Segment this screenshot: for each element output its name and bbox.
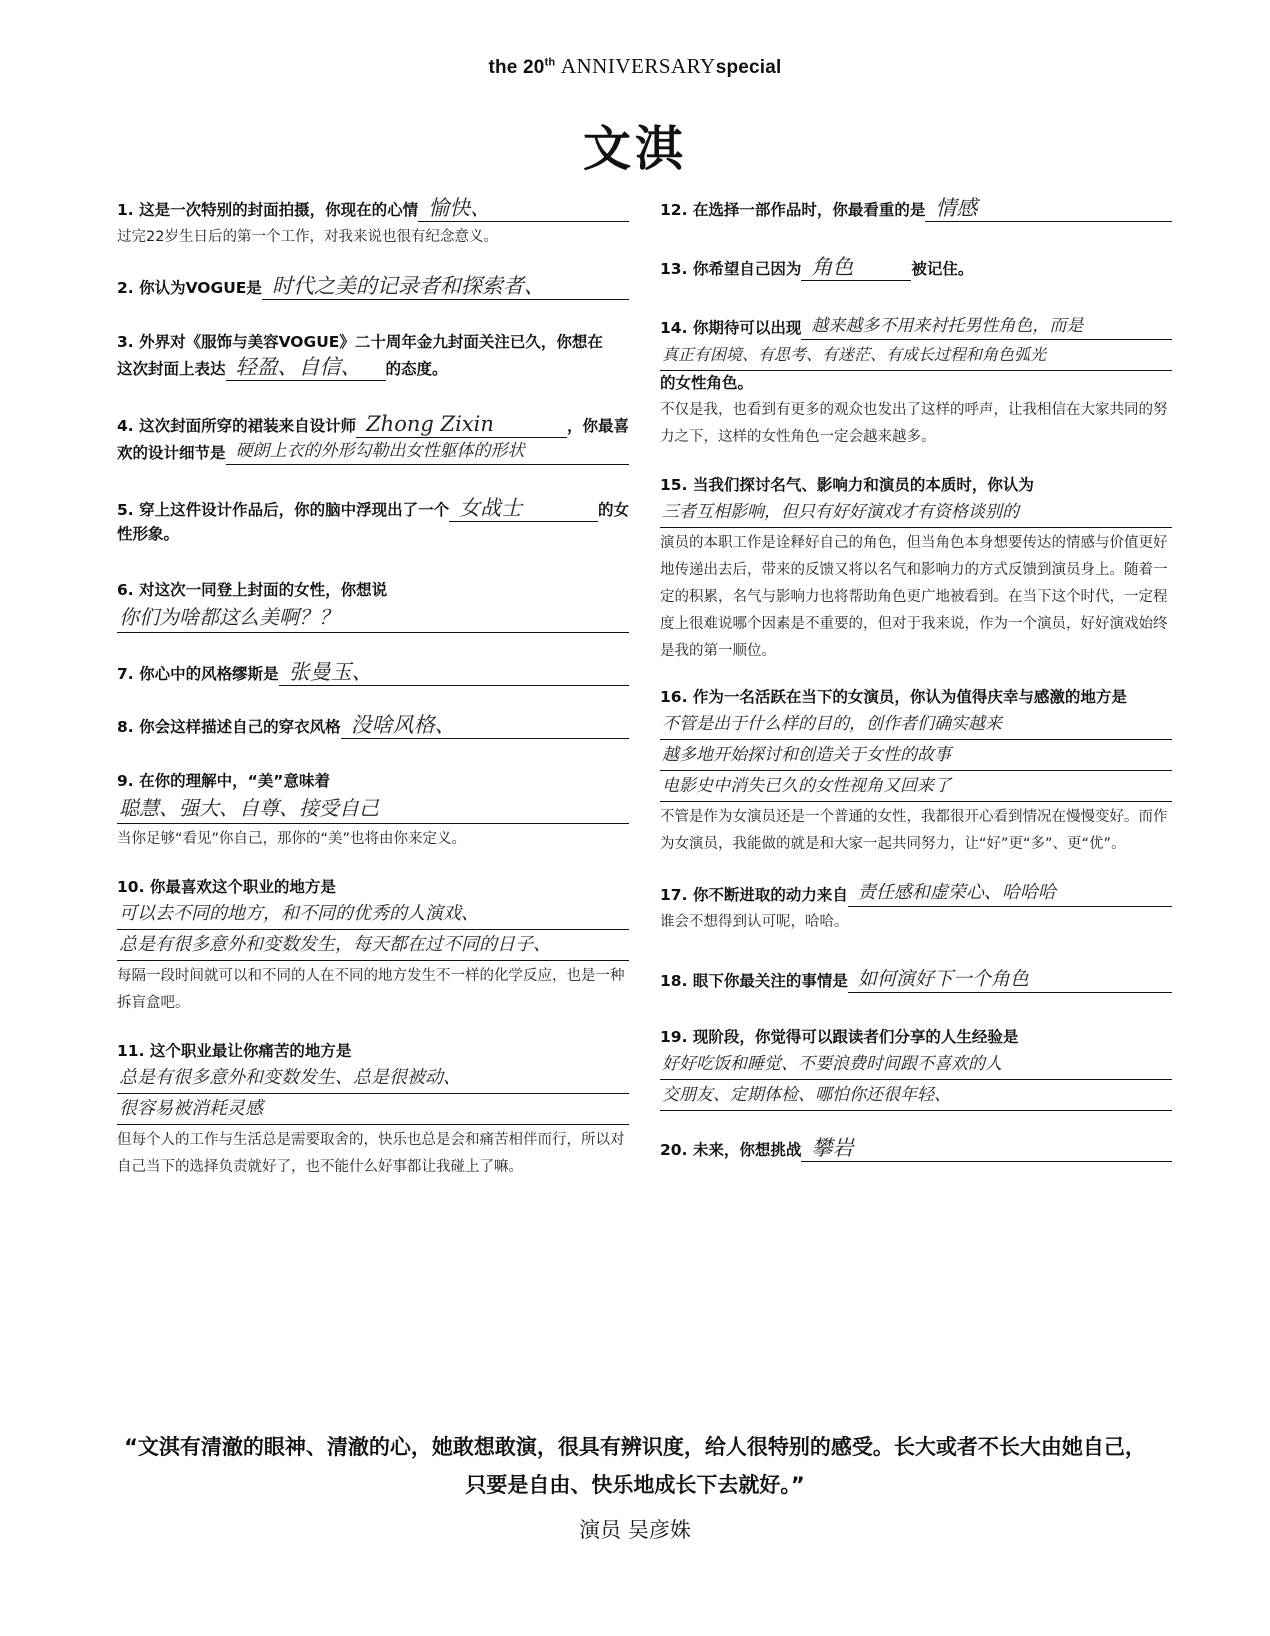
question-label: 1. 这是一次特别的封面拍摄，你现在的心情 (117, 201, 419, 219)
answer-note: 不仅是我，也看到有更多的观众也发出了这样的呼声，让我相信在大家共同的努力之下，这样的女性角色一定会越来越多。 (660, 402, 1168, 445)
left-column (117, 195, 629, 1181)
handwritten-answer: 如何演好下一个角色 (848, 966, 1172, 993)
handwritten-answer: 时代之美的记录者和探索者、 (262, 273, 629, 300)
handwritten-answer-2: 硬朗上衣的外形勾勒出女性躯体的形状 (226, 438, 629, 465)
handwritten-answer: Zhong Zixin (356, 411, 567, 438)
question-label: 12. 在选择一部作品时，你最看重的是 (660, 201, 926, 219)
pull-quote (0, 1428, 1270, 1504)
question-16 (660, 685, 1172, 858)
answer-note: 当你足够“看见”你自己，那你的“美”也将由你来定义。 (117, 831, 467, 847)
question-label: 10. 你最喜欢这个职业的地方是 (117, 878, 336, 896)
question-label-cont: 这次封面上表达 (117, 360, 226, 378)
handwritten-answer: 没啥风格、 (341, 712, 629, 739)
handwritten-answer-3: 电影史中消失已久的女性视角又回来了 (660, 771, 1172, 802)
question-3 (117, 330, 629, 381)
answer-note: 但每个人的工作与生活总是需要取舍的，快乐也总是会和痛苦相伴而行，所以对自己当下的选择负责就好了，也不能什么好事都让我碰上了嘛。 (117, 1132, 625, 1175)
question-label: 5. 穿上这件设计作品后，你的脑中浮现出了一个 (117, 501, 450, 519)
question-label: 20. 未来，你想挑战 (660, 1141, 802, 1159)
answer-note: 不管是作为女演员还是一个普通的女性，我都很开心看到情况在慢慢变好。而作为女演员，我能做的就是和大家一起共同努力，让“好”更“多”、更“优”。 (660, 809, 1168, 852)
question-label: 14. 你期待可以出现 (660, 319, 802, 337)
question-label: 7. 你心中的风格缪斯是 (117, 665, 279, 683)
handwritten-answer-2: 真正有困境、有思考、有迷茫、有成长过程和角色弧光 (660, 340, 1172, 371)
question-4 (117, 411, 629, 465)
answer-note: 演员的本职工作是诠释好自己的角色，但当角色本身想要传达的情感与价值更好地传递出去后，带来的反馈又将以名气和影响力的方式反馈到演员身上。随着一定的积累，名气与影响力也将帮助角色更广地被看到。在当下这个时代，一定程度上很难说哪个因素是不重要的，但对于我来说，作为一个演员，好好演戏始终是我的第一顺位。 (660, 535, 1168, 659)
question-8 (117, 712, 629, 739)
question-label: 19. 现阶段，你觉得可以跟读者们分享的人生经验是 (660, 1028, 1019, 1046)
handwritten-answer-2: 很容易被消耗灵感 (117, 1094, 629, 1125)
handwritten-answer-2: 交朋友、定期体检、哪怕你还很年轻、 (660, 1080, 1172, 1111)
magazine-header (0, 54, 1270, 79)
question-label: 8. 你会这样描述自己的穿衣风格 (117, 718, 341, 736)
question-label: 2. 你认为VOGUE是 (117, 279, 262, 297)
handwritten-answer: 角色 (801, 254, 911, 281)
question-2 (117, 273, 629, 300)
question-label: 18. 眼下你最关注的事情是 (660, 972, 848, 990)
quote-attribution: 演员 吴彦姝 (579, 1518, 691, 1542)
answer-note: 过完22岁生日后的第一个工作，对我来说也很有纪念意义。 (117, 229, 498, 245)
header-anniversary: ANNIVERSARY (560, 54, 716, 78)
handwritten-answer: 轻盈、自信、 (226, 354, 386, 381)
question-20 (660, 1135, 1172, 1162)
page-title: 文淇 (582, 121, 687, 177)
question-15 (660, 473, 1172, 665)
header-prefix: the 20 (488, 57, 545, 78)
handwritten-answer: 情感 (925, 195, 1172, 222)
question-19 (660, 1025, 1172, 1111)
question-1 (117, 195, 629, 251)
question-label-cont: 性形象。 (117, 525, 180, 543)
answer-note: 每隔一段时间就可以和不同的人在不同的地方发生不一样的化学反应，也是一种拆盲盒吧。 (117, 968, 625, 1011)
handwritten-answer-1: 好好吃饭和睡觉、不要浪费时间跟不喜欢的人 (660, 1049, 1172, 1080)
question-label-after: 的态度。 (385, 360, 448, 378)
handwritten-answer: 攀岩 (801, 1135, 1172, 1162)
handwritten-answer-1: 不管是出于什么样的目的，创作者们确实越来 (660, 709, 1172, 740)
question-12 (660, 195, 1172, 222)
question-14 (660, 313, 1172, 451)
handwritten-answer-1: 越来越多不用来衬托男性角色，而是 (801, 313, 1172, 340)
question-label: 16. 作为一名活跃在当下的女演员，你认为值得庆幸与感激的地方是 (660, 688, 1127, 706)
question-17 (660, 880, 1172, 936)
question-6 (117, 578, 629, 633)
question-label-after: ，你最喜 (566, 417, 629, 435)
question-label: 4. 这次封面所穿的裙装来自设计师 (117, 417, 357, 435)
handwritten-answer: 聪慧、强大、自尊、接受自己 (117, 793, 629, 824)
question-13 (660, 254, 1172, 281)
handwritten-answer-2: 总是有很多意外和变数发生，每天都在过不同的日子、 (117, 930, 629, 961)
question-label: 13. 你希望自己因为 (660, 260, 802, 278)
question-label-after: 的女 (597, 501, 629, 519)
question-11 (117, 1039, 629, 1181)
answer-note: 谁会不想得到认可呢，哈哈。 (660, 914, 849, 930)
handwritten-answer: 张曼玉、 (279, 659, 629, 686)
handwritten-answer: 你们为啥都这么美啊？？ (117, 602, 629, 633)
header-suffix: special (715, 57, 782, 78)
handwritten-answer: 女战士 (449, 495, 598, 522)
question-18 (660, 966, 1172, 993)
handwritten-answer-2: 越多地开始探讨和创造关于女性的故事 (660, 740, 1172, 771)
question-10 (117, 875, 629, 1017)
question-label-after: 被记住。 (911, 260, 974, 278)
right-column (660, 195, 1172, 1162)
header-sup: th (544, 56, 556, 69)
question-label: 3. 外界对《服饰与美容VOGUE》二十周年金九封面关注已久，你想在 (117, 333, 603, 351)
question-label: 9. 在你的理解中，“美”意味着 (117, 772, 330, 790)
quote-line-2: 只要是自由、快乐地成长下去就好。” (465, 1473, 805, 1497)
handwritten-answer-1: 可以去不同的地方，和不同的优秀的人演戏、 (117, 899, 629, 930)
question-label-cont: 欢的设计细节是 (117, 444, 226, 462)
question-label: 11. 这个职业最让你痛苦的地方是 (117, 1042, 352, 1060)
handwritten-answer: 三者互相影响，但只有好好演戏才有资格谈别的 (660, 497, 1172, 528)
handwritten-answer-1: 总是有很多意外和变数发生、总是很被动、 (117, 1063, 629, 1094)
question-label: 17. 你不断进取的动力来自 (660, 886, 848, 904)
question-label: 15. 当我们探讨名气、影响力和演员的本质时，你认为 (660, 476, 1034, 494)
handwritten-answer: 责任感和虚荣心、哈哈哈 (848, 880, 1172, 907)
question-label-after: 的女性角色。 (660, 374, 754, 392)
quote-line-1: “文淇有清澈的眼神、清澈的心，她敢想敢演，很具有辨识度，给人很特别的感受。长大或者不长大由她自己， (124, 1435, 1146, 1459)
question-7 (117, 659, 629, 686)
question-9 (117, 769, 629, 853)
question-label: 6. 对这次一同登上封面的女性，你想说 (117, 581, 388, 599)
handwritten-answer: 愉快、 (418, 195, 629, 222)
question-5 (117, 495, 629, 546)
